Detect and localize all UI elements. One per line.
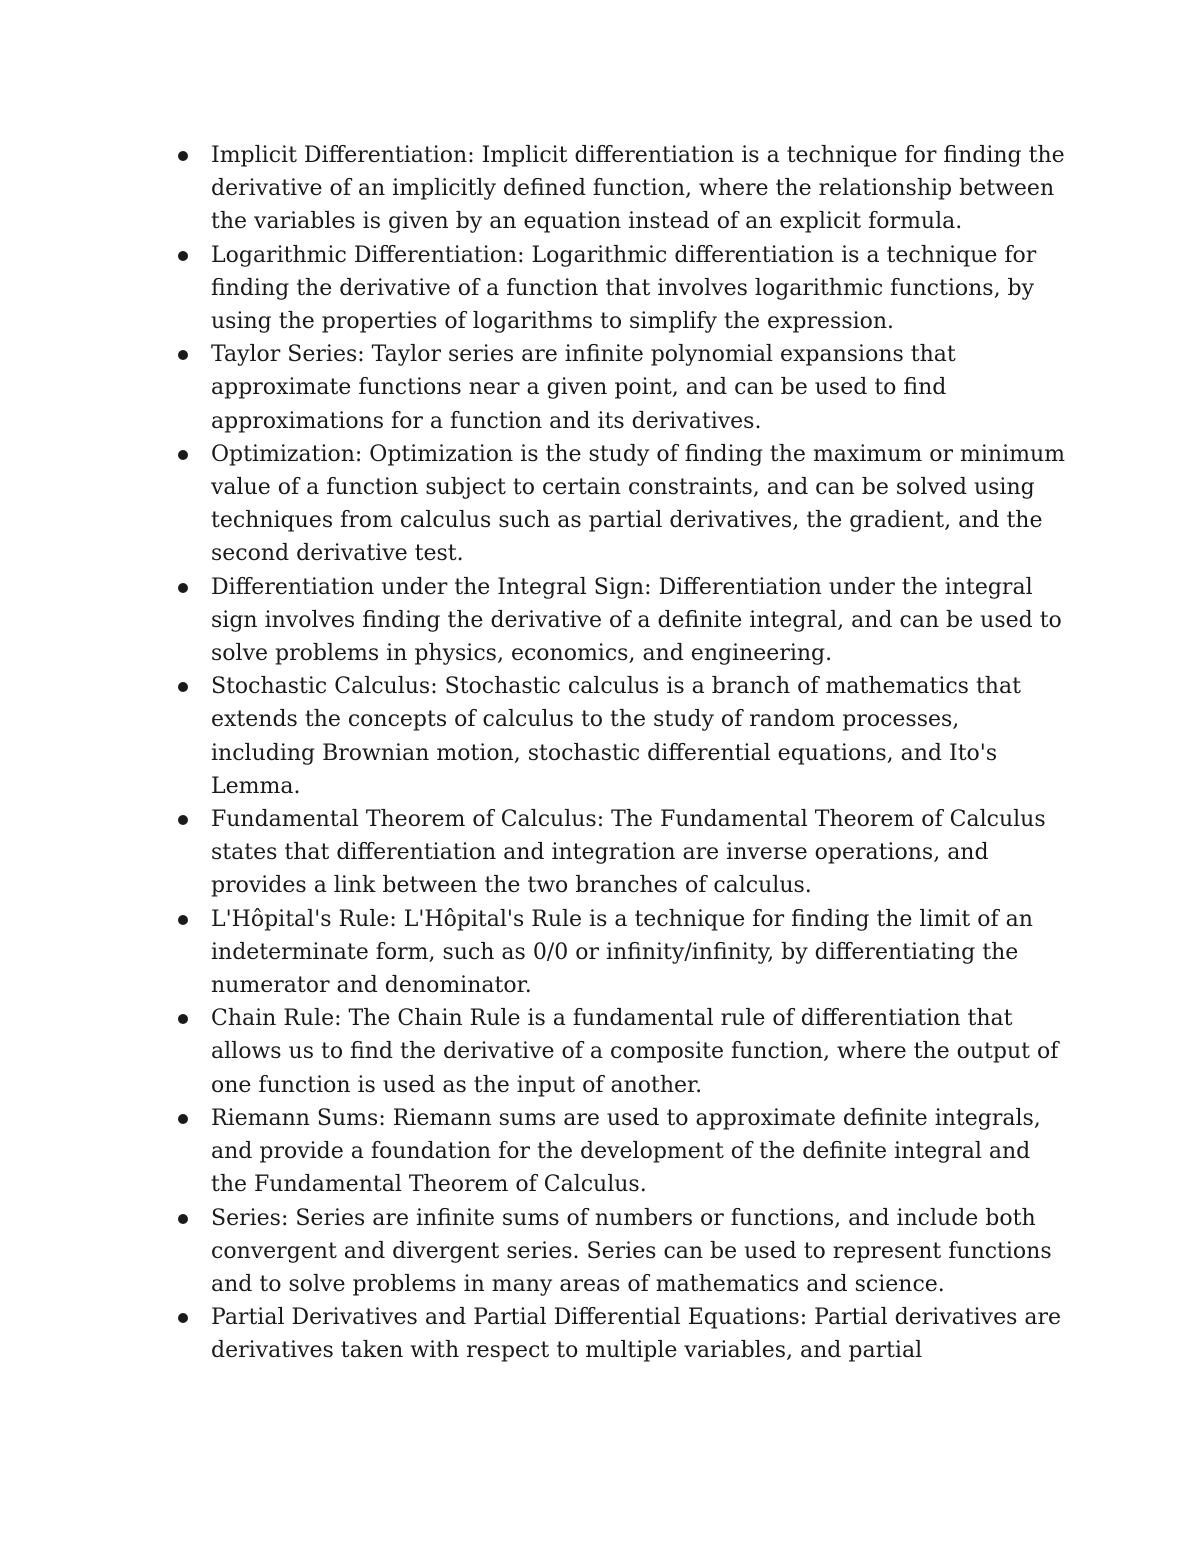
list-item <box>168 903 1068 1003</box>
list-item <box>168 670 1068 803</box>
bullet-icon <box>178 1014 188 1024</box>
list-item-text: Partial Derivatives and Partial Differential Equations: Partial derivatives are derivatives taken with respect to multiple variables, and partial <box>211 1305 1062 1364</box>
list-item <box>168 1301 1068 1367</box>
list-item <box>168 1002 1068 1102</box>
bullet-icon <box>178 1214 188 1224</box>
bullet-icon <box>178 251 188 261</box>
bullet-icon <box>178 1313 188 1323</box>
list-item-text: Riemann Sums: Riemann sums are used to approximate definite integrals, and provide a foundation for the development of the definite integral and the Fundamental Theorem of Calculus. <box>211 1105 1041 1198</box>
bullet-icon <box>178 682 188 692</box>
list-item <box>168 338 1068 438</box>
list-item <box>168 239 1068 339</box>
list-item-text: Logarithmic Differentiation: Logarithmic differentiation is a technique for finding the derivative of a function that involves logarithmic functions, by using the properties of logarithms to simplify the expression. <box>211 242 1037 335</box>
bullet-icon <box>178 583 188 593</box>
list-item-text: Taylor Series: Taylor series are infinite polynomial expansions that approximate functions near a given point, and can be used to find approximations for a function and its derivatives. <box>211 342 956 434</box>
list-item-text: Stochastic Calculus: Stochastic calculus is a branch of mathematics that extends the concepts of calculus to the study of random processes, including Brownian motion, stochastic differential equations, and Ito's Lemma. <box>211 674 1021 799</box>
list-item <box>168 571 1068 671</box>
list-item-text: L'Hôpital's Rule: L'Hôpital's Rule is a technique for finding the limit of an indeterminate form, such as 0/0 or infinity/infinity, by differentiating the numerator and denominator. <box>211 906 1033 999</box>
bullet-icon <box>178 151 188 161</box>
list-item <box>168 1202 1068 1302</box>
bullet-icon <box>178 350 188 360</box>
list-item-text: Differentiation under the Integral Sign: Differentiation under the integral sign involves finding the derivative of a definite integral, and can be used to solve problems in physics, economics, and engineering. <box>211 574 1062 667</box>
list-item-text: Implicit Differentiation: Implicit differentiation is a technique for finding the derivative of an implicitly defined function, where the relationship between the variables is given by an equation instead of an explicit formula. <box>211 143 1065 235</box>
bullet-list <box>168 139 1068 1368</box>
list-item-text: Fundamental Theorem of Calculus: The Fundamental Theorem of Calculus states that differentiation and integration are inverse operations, and provides a link between the two branches of calculus. <box>211 807 1046 899</box>
list-item <box>168 438 1068 571</box>
bullet-icon <box>178 1114 188 1124</box>
list-item-text: Chain Rule: The Chain Rule is a fundamental rule of differentiation that allows us to find the derivative of a composite function, where the output of one function is used as the input of another. <box>211 1006 1059 1098</box>
list-item <box>168 139 1068 239</box>
bullet-icon <box>178 450 188 460</box>
bullet-icon <box>178 915 188 925</box>
list-item-text: Optimization: Optimization is the study of finding the maximum or minimum value of a function subject to certain constraints, and can be solved using techniques from calculus such as partial derivatives, the gradient, and the second derivative test. <box>211 441 1065 567</box>
list-item <box>168 803 1068 903</box>
bullet-icon <box>178 815 188 825</box>
list-item-text: Series: Series are infinite sums of numbers or functions, and include both convergent and divergent series. Series can be used to represent functions and to solve problems in many areas of mathematics and science. <box>211 1205 1052 1297</box>
list-item <box>168 1102 1068 1202</box>
